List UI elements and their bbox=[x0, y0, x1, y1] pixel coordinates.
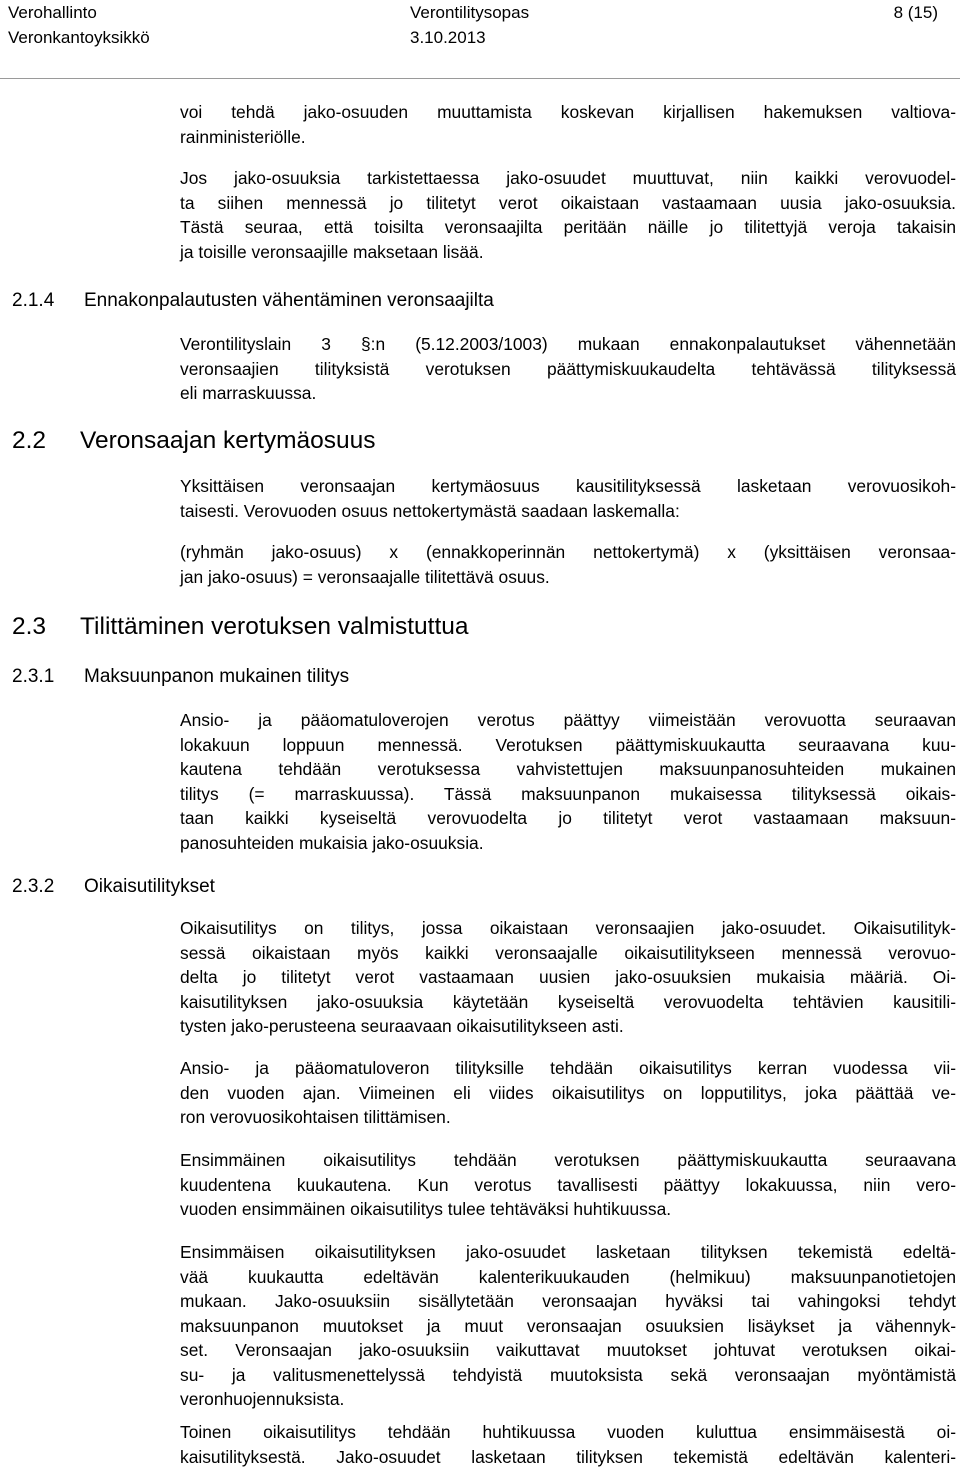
text-line: taan kaikki kyseiseltä verovuodelta jo tilitetyt verot vastaamaan maksuun- bbox=[180, 808, 956, 828]
formula-paragraph bbox=[180, 540, 956, 589]
text-line: veronhuojennuksista. bbox=[180, 1389, 345, 1409]
heading-title: Ennakonpalautusten vähentäminen veronsaajilta bbox=[84, 290, 494, 311]
text-line: jan jako-osuus) = veronsaajalle tilitettävä osuus. bbox=[180, 566, 550, 587]
text-line: rainministeriölle. bbox=[180, 126, 306, 147]
text-line: Ansio- ja pääomatuloveron tilityksille tehdään oikaisutilitys kerran vuodessa vii- bbox=[180, 1058, 956, 1078]
heading-number: 2.3.1 bbox=[12, 666, 55, 687]
text-line: den vuoden ajan. Viimeinen eli viides oikaisutilitys on lopputilitys, joka päättää ve- bbox=[180, 1082, 956, 1103]
heading-number: 2.1.4 bbox=[12, 290, 55, 311]
paragraph bbox=[180, 1420, 956, 1469]
header-organization bbox=[8, 0, 150, 50]
section-heading-2-3-1 bbox=[12, 664, 349, 690]
org-unit: Veronkantoyksikkö bbox=[8, 28, 150, 47]
text-line: sessä oikaistaan myös kaikki veronsaajalle oikaisutilitykseen mennessä verovuo- bbox=[180, 942, 956, 963]
paragraph bbox=[180, 916, 956, 1039]
text-line: set. Veronsaajan jako-osuuksiin vaikuttavat muutokset johtuvat verotuksen oikai- bbox=[180, 1340, 956, 1360]
text-line: mukaan. Jako-osuuksiin sisällytetään veronsaajan hyväksi tai vahingoksi tehdyt bbox=[180, 1291, 956, 1311]
paragraph bbox=[180, 1240, 956, 1412]
text-line: vuoden ensimmäinen oikaisutilitys tulee tehtäväksi huhtikuussa. bbox=[180, 1199, 672, 1219]
text-line: voi tehdä jako-osuuden muuttamista koskevan kirjallisen hakemuksen valtiova- bbox=[180, 102, 956, 122]
section-heading-2-1-4 bbox=[12, 288, 494, 314]
text-line: Yksittäisen veronsaajan kertymäosuus kausitilityksessä lasketaan verovuosikoh- bbox=[180, 476, 956, 496]
text-line: panosuhteiden mukaisia jako-osuuksia. bbox=[180, 832, 484, 853]
text-line: Oikaisutilitys on tilitys, jossa oikaistaan veronsaajien jako-osuudet. Oikaisutilityk- bbox=[180, 918, 956, 938]
paragraph bbox=[180, 708, 956, 855]
text-line: Ensimmäisen oikaisutilityksen jako-osuudet lasketaan tilityksen tekemistä edeltä- bbox=[180, 1242, 956, 1262]
heading-title: Oikaisutilitykset bbox=[84, 876, 215, 897]
text-line: tilitys (= marraskuussa). Tässä maksuunpanon mukaisessa tilityksessä oikais- bbox=[180, 783, 956, 804]
text-line: lokakuun loppuun mennessä. Verotuksen päättymiskuukautta seuraavana kuu- bbox=[180, 734, 956, 755]
text-line: ja toisille veronsaajille maksetaan lisää. bbox=[180, 241, 484, 262]
paragraph bbox=[180, 1148, 956, 1222]
text-line: (ryhmän jako-osuus) x (ennakkoperinnän nettokertymä) x (yksittäisen veronsaa- bbox=[180, 542, 956, 562]
text-line: vää kuukautta edeltävän kalenterikuukauden (helmikuu) maksuunpanotietojen bbox=[180, 1266, 956, 1287]
text-line: Ensimmäinen oikaisutilitys tehdään verotuksen päättymiskuukautta seuraavana bbox=[180, 1150, 956, 1170]
paragraph bbox=[180, 474, 956, 523]
document-date: 3.10.2013 bbox=[410, 28, 486, 47]
heading-number: 2.3.2 bbox=[12, 876, 55, 897]
text-line: veronsaajien tilityksistä verotuksen päättymiskuukaudelta tehtävässä tilityksessä bbox=[180, 358, 956, 379]
text-line: Verontilityslain 3 §:n (5.12.2003/1003) mukaan ennakonpalautukset vähennetään bbox=[180, 334, 956, 354]
text-line: Jos jako-osuuksia tarkistettaessa jako-osuudet muuttuvat, niin kaikki verovuodel- bbox=[180, 168, 956, 188]
text-line: Ansio- ja pääomatuloverojen verotus päättyy viimeistään verovuotta seuraavan bbox=[180, 710, 956, 730]
text-line: taisesti. Verovuoden osuus nettokertymästä saadaan laskemalla: bbox=[180, 500, 680, 521]
section-heading-2-3-2 bbox=[12, 874, 215, 900]
text-line: maksuunpanon muutokset ja muut veronsaajan osuuksien lisäykset ja vähennyk- bbox=[180, 1315, 956, 1336]
page-number: 8 (15) bbox=[893, 3, 938, 22]
document-title: Verontilitysopas bbox=[410, 3, 530, 22]
text-line: Tästä seuraa, että toisilta veronsaajilta peritään näille jo tilitettyjä veroja takaisin bbox=[180, 217, 956, 237]
section-heading-2-2 bbox=[12, 426, 376, 456]
text-line: kuudentena kuukautena. Kun verotus tavallisesti päättyy lokakuussa, niin vero- bbox=[180, 1174, 956, 1195]
heading-number: 2.3 bbox=[12, 613, 47, 640]
heading-title: Tilittäminen verotuksen valmistuttua bbox=[80, 613, 469, 640]
text-line: kaisutilityksen jako-osuuksia käytetään kyseiseltä verovuodelta tehtävien kausitili- bbox=[180, 991, 956, 1012]
text-line: kautena tehdään verotuksessa vahvistettujen maksuunpanosuhteiden mukainen bbox=[180, 759, 956, 779]
header-divider bbox=[0, 78, 960, 79]
text-line: kaisutilityksestä. Jako-osuudet lasketaan tilityksen tekemistä edeltävän kalenteri- bbox=[180, 1446, 956, 1467]
section-heading-2-3 bbox=[12, 612, 469, 642]
paragraph bbox=[180, 166, 956, 264]
header-document bbox=[410, 0, 529, 50]
text-line: ta siihen mennessä jo tilitetyt verot oikaistaan vastaamaan uusia jako-osuuksia. bbox=[180, 192, 956, 213]
heading-number: 2.2 bbox=[12, 427, 47, 454]
heading-title: Veronsaajan kertymäosuus bbox=[80, 427, 376, 454]
paragraph bbox=[180, 1056, 956, 1130]
paragraph bbox=[180, 100, 956, 149]
text-line: Toinen oikaisutilitys tehdään huhtikuussa vuoden kuluttua ensimmäisestä oi- bbox=[180, 1422, 956, 1442]
text-line: tysten jako-perusteena seuraavaan oikaisutilitykseen asti. bbox=[180, 1016, 624, 1036]
text-line: ron verovuosikohtaisen tilittämisen. bbox=[180, 1107, 451, 1127]
heading-title: Maksuunpanon mukainen tilitys bbox=[84, 666, 350, 687]
org-name: Verohallinto bbox=[8, 3, 97, 22]
text-line: delta jo tilitetyt verot vastaamaan uusien jako-osuuksien mukaisia määriä. Oi- bbox=[180, 967, 956, 987]
paragraph bbox=[180, 332, 956, 406]
text-line: eli marraskuussa. bbox=[180, 383, 317, 403]
text-line: su- ja valitusmenettelyssä tehdyistä muutoksista sekä veronsaajan myöntämistä bbox=[180, 1364, 956, 1385]
